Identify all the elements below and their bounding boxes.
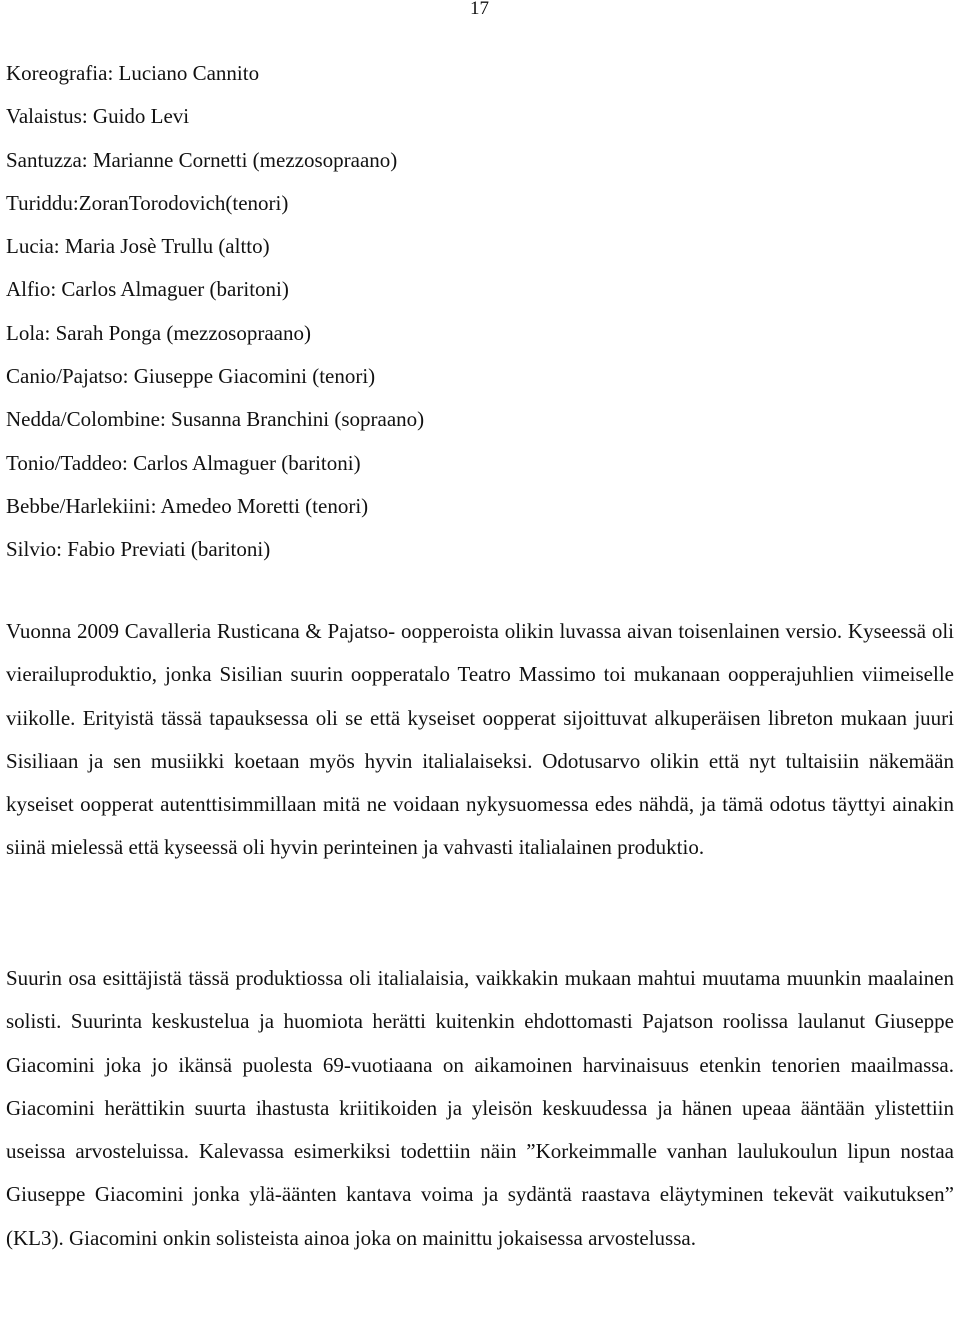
page-number: 17 xyxy=(470,0,489,19)
cast-line-nedda: Nedda/Colombine: Susanna Branchini (sopraano) xyxy=(6,407,425,432)
cast-list xyxy=(6,52,954,572)
body-paragraph: Suurin osa esittäjistä tässä produktiossa oli italialaisia, vaikkakin mukaan mahtui muutama muunkin maalainen solisti. Suurinta keskustelua ja huomiota herätti kuitenkin ehdottomasti Pajatson roolissa laulanut Giuseppe Giacomini joka jo ikänsä puolesta 69-vuotiaana on aikamoinen harvinaisuus etenkin tenorien maailmassa. Giacomini herättikin suurta ihastusta kriitikoiden ja yleisön keskuudessa ja hänen upeaa ääntään ylistettiin useissa arvosteluissa. Kalevassa esimerkiksi todettiin näin ”Korkeimmalle vanhan laulukoulun lipun nostaa Giuseppe Giacomini jonka ylä-äänten kantava voima ja sydäntä raastava eläytyminen tekevät vaikutuksen” (KL3). Giacomini onkin solisteista ainoa joka on mainittu jokaisessa arvostelussa. xyxy=(6,966,954,1250)
cast-line-turiddu: Turiddu:ZoranTorodovich(tenori) xyxy=(6,190,289,215)
cast-line-bebbe: Bebbe/Harlekiini: Amedeo Moretti (tenori) xyxy=(6,493,369,518)
body-paragraph: Vuonna 2009 Cavalleria Rusticana & Pajatso- oopperoista olikin luvassa aivan toisenlainen versio. Kyseessä oli vierailuproduktio, jonka Sisilian suurin oopperatalo Teatro Massimo toi mukanaan oopperajuhlien viimeiselle viikolle. Erityistä tässä tapauksessa oli se että kyseiset oopperat sijoittuvat alkuperäisen libreton mukaan juuri Sisiliaan ja sen musiikki koetaan myös hyvin italialaiseksi. Odotusarvo olikin että nyt tultaisiin näkemään kyseiset oopperat autenttisimmillaan mitä ne voidaan nykysuomessa edes nähdä, ja tämä odotus täyttyi ainakin siinä mielessä että kyseessä oli hyvin perinteinen ja vahvasti italialainen produktio. xyxy=(6,619,954,860)
cast-line-lola: Lola: Sarah Ponga (mezzosopraano) xyxy=(6,320,311,345)
cast-line-tonio: Tonio/Taddeo: Carlos Almaguer (baritoni) xyxy=(6,450,361,475)
cast-line-santuzza: Santuzza: Marianne Cornetti (mezzosopraano) xyxy=(6,147,398,172)
cast-line-choreography: Koreografia: Luciano Cannito xyxy=(6,61,260,85)
cast-line-lighting: Valaistus: Guido Levi xyxy=(6,104,190,129)
cast-line-lucia: Lucia: Maria Josè Trullu (altto) xyxy=(6,234,270,259)
cast-line-canio: Canio/Pajatso: Giuseppe Giacomini (tenori) xyxy=(6,364,376,389)
cast-line-alfio: Alfio: Carlos Almaguer (baritoni) xyxy=(6,277,289,302)
cast-line-silvio: Silvio: Fabio Previati (baritoni) xyxy=(6,537,271,562)
